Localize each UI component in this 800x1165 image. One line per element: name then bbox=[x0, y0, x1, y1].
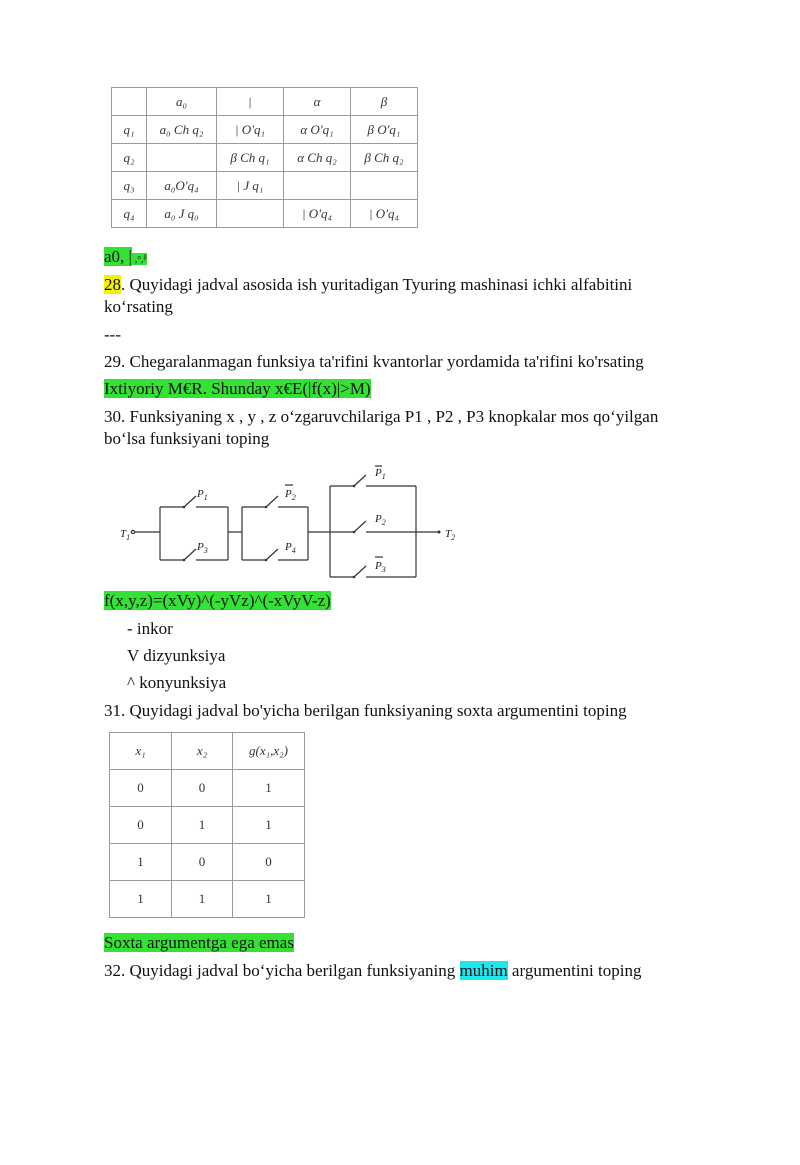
switch-p2-not-label: $P_2$ bbox=[285, 488, 296, 502]
table-cell: a₀ bbox=[147, 88, 217, 116]
table-cell: 0 bbox=[172, 770, 233, 807]
table-cell: | O'q₄ bbox=[351, 200, 418, 228]
question-30-line2: boʻlsa funksiyani toping bbox=[104, 429, 270, 448]
table-cell: 0 bbox=[110, 807, 172, 844]
question-28 bbox=[104, 274, 632, 296]
table-cell: a₀ J q₀ bbox=[147, 200, 217, 228]
table-header-row bbox=[112, 88, 418, 116]
table-cell: | O'q₄ bbox=[284, 200, 351, 228]
table-cell: β bbox=[351, 88, 418, 116]
answer-31-text: Soxta argumentga ega emas bbox=[104, 933, 294, 952]
table-cell: q₃ bbox=[112, 172, 147, 200]
question-28-number: 28 bbox=[104, 275, 121, 294]
legend-item: V dizyunksiya bbox=[127, 646, 226, 665]
question-32-text-before: 32. Quyidagi jadval boʻyicha berilgan funksiyaning bbox=[104, 961, 460, 980]
answer-31 bbox=[104, 932, 294, 954]
answer-29 bbox=[104, 378, 371, 400]
truth-table bbox=[109, 732, 305, 918]
switch-p1-top-label: $P_1$ bbox=[375, 467, 386, 481]
table-cell: 0 bbox=[233, 844, 305, 881]
answer-30 bbox=[104, 590, 331, 612]
question-28-line2: koʻrsating bbox=[104, 297, 173, 316]
switch-circuit-diagram bbox=[112, 460, 462, 585]
table-cell: β Ch q₁ bbox=[217, 144, 284, 172]
table-cell: 1 bbox=[233, 881, 305, 918]
table-cell: 0 bbox=[172, 844, 233, 881]
table-cell bbox=[147, 144, 217, 172]
table-cell: α O'q₁ bbox=[284, 116, 351, 144]
table-row bbox=[110, 807, 305, 844]
table-cell: | bbox=[217, 88, 284, 116]
table-cell: 1 bbox=[110, 881, 172, 918]
switch-p1-label: $P_1$ bbox=[197, 488, 208, 502]
table-cell: g(x₁,x₂) bbox=[233, 733, 305, 770]
question-32-highlight: muhim bbox=[459, 961, 508, 980]
legend-item: - inkor bbox=[127, 619, 173, 638]
answer-27-main: a0, | bbox=[104, 247, 132, 266]
table-cell bbox=[217, 200, 284, 228]
terminal-t2-label: $T_2$ bbox=[445, 528, 456, 542]
table-cell: 1 bbox=[172, 881, 233, 918]
answer-30-text: f(x,y,z)=(xVy)^(-yVz)^(-xVyV-z) bbox=[104, 591, 331, 610]
table-row bbox=[110, 844, 305, 881]
table-row bbox=[110, 881, 305, 918]
answer-27 bbox=[104, 246, 147, 270]
table-cell: q₁ bbox=[112, 116, 147, 144]
answer-27-tail: ,ᵅ,ᵝ bbox=[131, 253, 147, 265]
table-cell: a₀ Ch q₂ bbox=[147, 116, 217, 144]
table-cell: 1 bbox=[110, 844, 172, 881]
table-cell: 1 bbox=[172, 807, 233, 844]
question-32-text-after: argumentini toping bbox=[507, 961, 642, 980]
table-cell: 1 bbox=[233, 770, 305, 807]
table-cell: a₀O'q₄ bbox=[147, 172, 217, 200]
table-row bbox=[112, 116, 418, 144]
separator: --- bbox=[104, 325, 121, 344]
table-row bbox=[112, 144, 418, 172]
table-row bbox=[110, 770, 305, 807]
question-29: 29. Chegaralanmagan funksiya ta'rifini kvantorlar yordamida ta'rifini ko'rsating bbox=[104, 352, 644, 371]
table-cell: x₂ bbox=[172, 733, 233, 770]
table-cell bbox=[112, 88, 147, 116]
table-cell: x₁ bbox=[110, 733, 172, 770]
table-cell bbox=[351, 172, 418, 200]
switch-p4-label: $P_4$ bbox=[285, 541, 296, 555]
table-cell: | J q₁ bbox=[217, 172, 284, 200]
legend-item: ^ konyunksiya bbox=[127, 673, 227, 692]
table-cell: β O'q₁ bbox=[351, 116, 418, 144]
question-31: 31. Quyidagi jadval bo'yicha berilgan funksiyaning soxta argumentini toping bbox=[104, 701, 627, 720]
question-30: 30. Funksiyaning x , y , z oʻzgaruvchilariga P1 , P2 , P3 knopkalar mos qoʻyilgan bbox=[104, 407, 659, 426]
table-cell: 1 bbox=[233, 807, 305, 844]
table-cell: α bbox=[284, 88, 351, 116]
question-32 bbox=[104, 960, 641, 982]
table-cell: β Ch q₂ bbox=[351, 144, 418, 172]
switch-p2-mid-label: $P_2$ bbox=[375, 513, 386, 527]
table-row bbox=[112, 172, 418, 200]
table-cell bbox=[284, 172, 351, 200]
answer-29-text: Ixtiyoriy M€R. Shunday x€E(|f(x)|>M) bbox=[104, 379, 371, 398]
table-cell: q₂ bbox=[112, 144, 147, 172]
terminal-t1-label: $T_1$ bbox=[120, 528, 131, 542]
table-cell: 0 bbox=[110, 770, 172, 807]
question-28-text: . Quyidagi jadval asosida ish yuritadigan Tyuring mashinasi ichki alfabitini bbox=[121, 275, 633, 294]
table-cell: | O'q₁ bbox=[217, 116, 284, 144]
switch-p3-bottom-label: $P_3$ bbox=[375, 560, 386, 574]
table-header-row bbox=[110, 733, 305, 770]
turing-machine-table bbox=[111, 87, 418, 228]
table-row bbox=[112, 200, 418, 228]
table-cell: q₄ bbox=[112, 200, 147, 228]
table-cell: α Ch q₂ bbox=[284, 144, 351, 172]
switch-p3-label: $P_3$ bbox=[197, 541, 208, 555]
